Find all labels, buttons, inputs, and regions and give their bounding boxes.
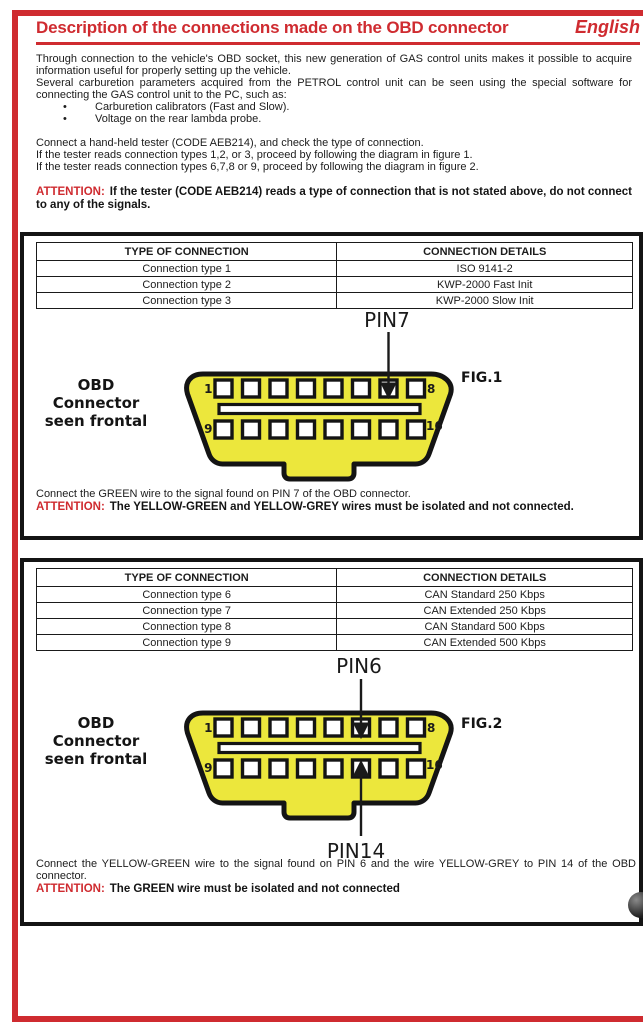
caption-attention [36,501,636,514]
cell-type: Connection type 8 [37,619,337,635]
title-underline [36,42,640,45]
pin9-number: 9 [204,761,213,775]
cell-details: CAN Extended 500 Kbps [337,635,633,651]
attention-text: If the tester (CODE AEB214) reads a type of connection that is not stated above, do not connect to any of the signals. [36,186,632,211]
cell-details: CAN Extended 250 Kbps [337,603,633,619]
attention-note [36,186,632,212]
cell-type: Connection type 1 [37,261,337,277]
connector-view-label-line1: OBD Connector [52,376,140,412]
attention-label: ATTENTION: [36,501,105,513]
table-header-row [37,243,633,261]
cell-type: Connection type 7 [37,603,337,619]
attention-text: The YELLOW-GREEN and YELLOW-GREY wires must be isolated and not connected. [109,501,574,513]
language-label: English [574,17,640,37]
table-row [37,587,633,603]
table-row [37,293,633,309]
table-header-row [37,569,633,587]
list-item: • Carburetion calibrators (Fast and Slow). [36,101,632,113]
caption-text: Connect the GREEN wire to the signal found on PIN 7 of the OBD connector. [36,488,411,500]
column-header: CONNECTION DETAILS [337,569,633,587]
pin8-number: 8 [427,721,436,735]
parameter-list [36,101,632,125]
cell-details: ISO 9141-2 [337,261,633,277]
table-row [37,277,633,293]
intro-section [36,17,640,212]
attention-label: ATTENTION: [36,186,105,198]
caption-attention [36,883,636,896]
cell-details: KWP-2000 Slow Init [337,293,633,309]
column-header: TYPE OF CONNECTION [37,569,337,587]
figure2-caption [36,858,636,896]
fig2-label: FIG.2 [461,716,503,732]
pin14-pointer-label: PIN14 [326,839,386,863]
cell-type: Connection type 2 [37,277,337,293]
intro-paragraph-1: Through connection to the vehicle's OBD socket, this new generation of GAS control units makes it possible to acquire information useful for properly setting up the vehicle. [36,53,632,77]
intro-paragraph-2: Several carburetion parameters acquired from the PETROL control unit can be seen using the special software for connecting the GAS control unit to the PC, such as: [36,77,632,101]
connector-view-label [32,714,160,768]
pin9-number: 9 [204,422,213,436]
obd-connector-diagram-fig2 [177,671,457,837]
column-header: CONNECTION DETAILS [337,243,633,261]
pin16-number: 16 [426,758,443,772]
pin6-pointer-label: PIN6 [336,654,382,678]
table-row [37,619,633,635]
connector-view-label-line1: OBD Connector [52,714,140,750]
connection-table-1 [36,242,633,309]
cell-type: Connection type 9 [37,635,337,651]
list-item: • Voltage on the rear lambda probe. [36,113,632,125]
connector-view-label-line2: seen frontal [44,412,148,430]
attention-text: The GREEN wire must be isolated and not connected [109,883,400,895]
connector-slot [219,744,420,753]
tester-instructions [36,137,632,173]
pin8-number: 8 [427,382,436,396]
connector-slot [219,405,420,414]
pin16-number: 16 [426,419,443,433]
figure1-caption [36,488,636,514]
pin1-number: 1 [204,721,213,735]
table-row [37,261,633,277]
attention-label: ATTENTION: [36,883,105,895]
cell-details: KWP-2000 Fast Init [337,277,633,293]
table-row [37,635,633,651]
pin1-number: 1 [204,382,213,396]
cell-type: Connection type 6 [37,587,337,603]
instruction-line: If the tester reads connection types 6,7,8 or 9, proceed by following the diagram in figure 2. [36,161,479,173]
figure2-section [20,558,643,926]
fig1-label: FIG.1 [461,370,503,386]
connector-view-label-line2: seen frontal [44,750,148,768]
cell-details: CAN Standard 500 Kbps [337,619,633,635]
header-row [36,17,640,38]
pin7-pointer-label: PIN7 [364,308,410,332]
instruction-line: Connect a hand-held tester (CODE AEB214), and check the type of connection. [36,137,424,149]
cell-details: CAN Standard 250 Kbps [337,587,633,603]
connector-view-label [32,376,160,430]
instruction-line: If the tester reads connection types 1,2, or 3, proceed by following the diagram in figure 1. [36,149,473,161]
page-title: Description of the connections made on the OBD connector [36,18,509,37]
table-row [37,603,633,619]
caption-text: Connect the YELLOW-GREEN wire to the signal found on PIN 6 and the wire YELLOW-GREY to PIN 14 of the OBD connector. [36,858,636,882]
figure1-section [20,232,643,540]
connection-table-2 [36,568,633,651]
obd-connector-diagram-fig1 [177,332,457,484]
column-header: TYPE OF CONNECTION [37,243,337,261]
cell-type: Connection type 3 [37,293,337,309]
